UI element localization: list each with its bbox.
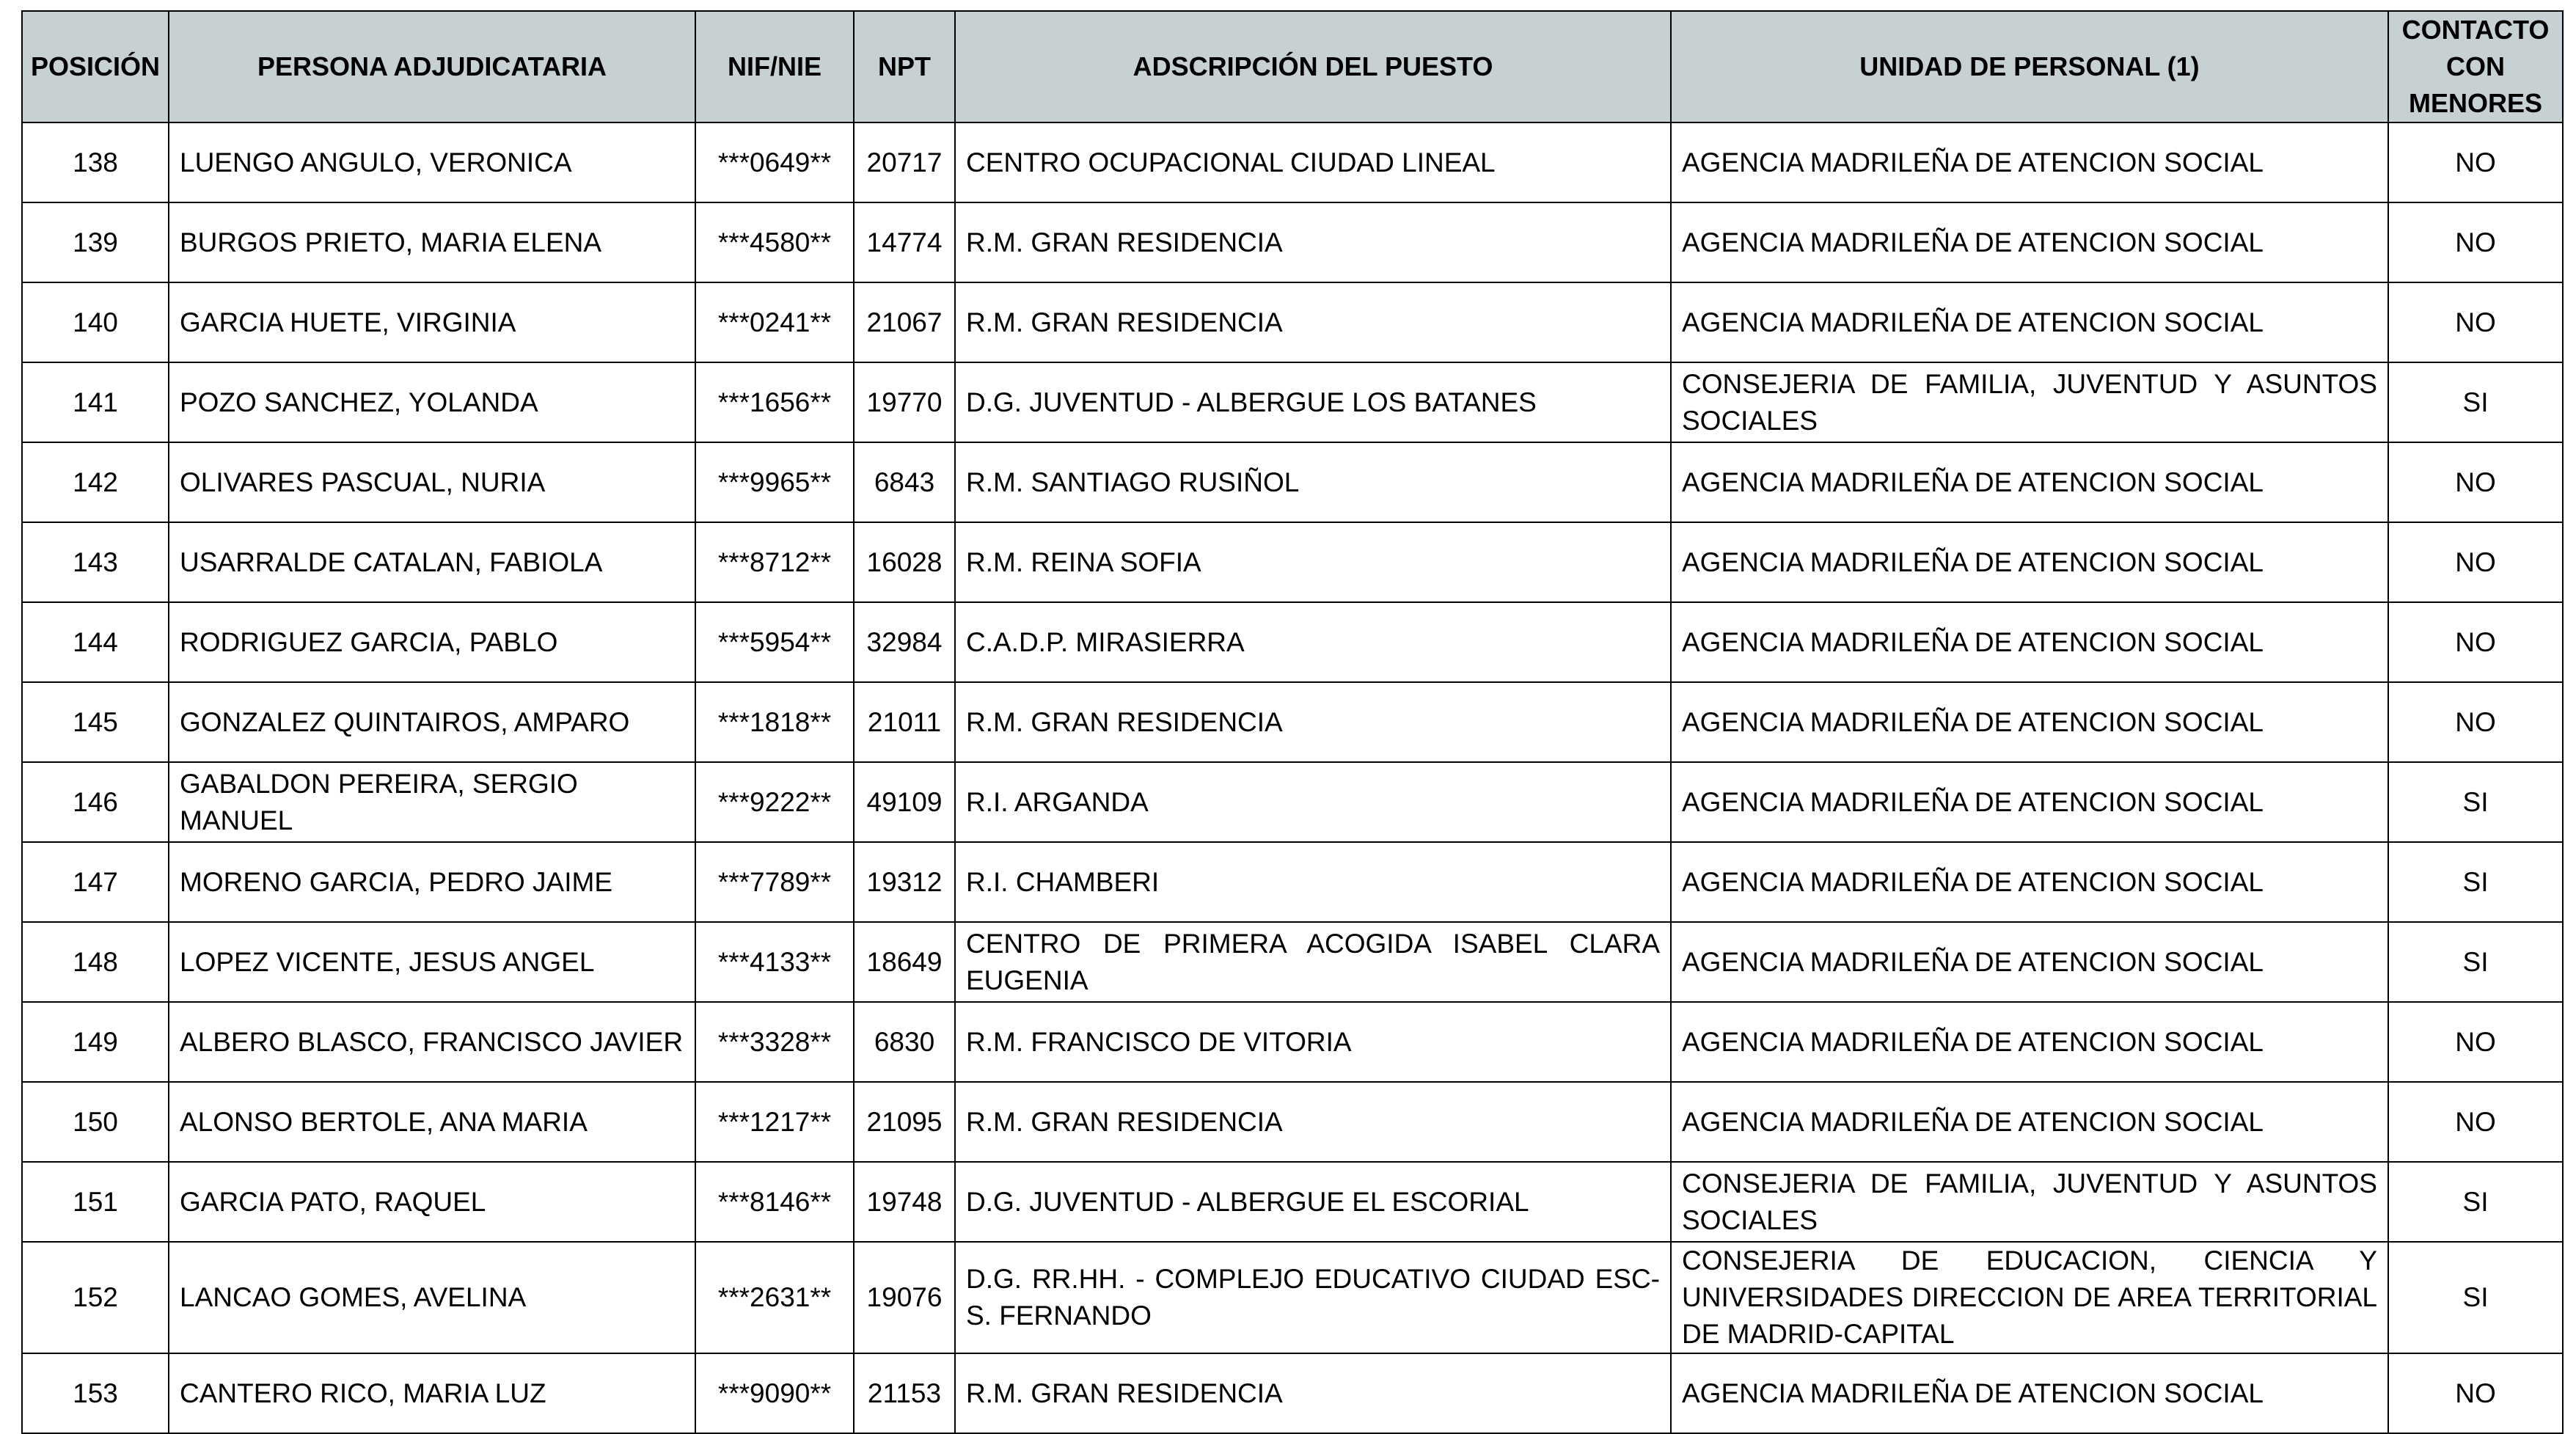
table-row [22, 1082, 2563, 1162]
cell-person: ALBERO BLASCO, FRANCISCO JAVIER [169, 1002, 695, 1082]
cell-department: R.M. GRAN RESIDENCIA [955, 282, 1671, 362]
cell-position: 144 [22, 602, 169, 682]
cell-npt: 18649 [854, 922, 955, 1002]
cell-person: GARCIA HUETE, VIRGINIA [169, 282, 695, 362]
cell-npt: 19076 [854, 1242, 955, 1353]
cell-nif: ***0241** [695, 282, 854, 362]
cell-person: LUENGO ANGULO, VERONICA [169, 122, 695, 202]
cell-position: 139 [22, 202, 169, 282]
cell-person: MORENO GARCIA, PEDRO JAIME [169, 842, 695, 922]
cell-unit: AGENCIA MADRILEÑA DE ATENCION SOCIAL [1671, 1082, 2388, 1162]
cell-contact-minors: NO [2388, 682, 2563, 762]
cell-unit: AGENCIA MADRILEÑA DE ATENCION SOCIAL [1671, 682, 2388, 762]
cell-department: CENTRO DE PRIMERA ACOGIDA ISABEL CLARA EUGENIA [955, 922, 1671, 1002]
cell-person: ALONSO BERTOLE, ANA MARIA [169, 1082, 695, 1162]
cell-department: R.M. SANTIAGO RUSIÑOL [955, 442, 1671, 522]
table-row [22, 442, 2563, 522]
table-row [22, 602, 2563, 682]
table-row [22, 1242, 2563, 1353]
cell-person: GARCIA PATO, RAQUEL [169, 1162, 695, 1242]
cell-department: R.M. FRANCISCO DE VITORIA [955, 1002, 1671, 1082]
cell-department: R.M. GRAN RESIDENCIA [955, 202, 1671, 282]
cell-position: 152 [22, 1242, 169, 1353]
cell-nif: ***8712** [695, 522, 854, 602]
header-contact-line3: MENORES [2408, 88, 2543, 118]
cell-position: 140 [22, 282, 169, 362]
cell-nif: ***9090** [695, 1353, 854, 1433]
cell-npt: 21095 [854, 1082, 955, 1162]
cell-department: R.M. GRAN RESIDENCIA [955, 1353, 1671, 1433]
header-department: ADSCRIPCIÓN DEL PUESTO [955, 11, 1671, 122]
adjudication-table [21, 10, 2564, 1434]
cell-nif: ***7789** [695, 842, 854, 922]
cell-person: OLIVARES PASCUAL, NURIA [169, 442, 695, 522]
cell-contact-minors: SI [2388, 1242, 2563, 1353]
header-npt: NPT [854, 11, 955, 122]
header-contact-minors [2388, 11, 2563, 122]
cell-unit: AGENCIA MADRILEÑA DE ATENCION SOCIAL [1671, 442, 2388, 522]
table-row [22, 682, 2563, 762]
cell-department: CENTRO OCUPACIONAL CIUDAD LINEAL [955, 122, 1671, 202]
cell-npt: 14774 [854, 202, 955, 282]
header-unit: UNIDAD DE PERSONAL (1) [1671, 11, 2388, 122]
cell-position: 145 [22, 682, 169, 762]
cell-npt: 21153 [854, 1353, 955, 1433]
cell-department: R.M. REINA SOFIA [955, 522, 1671, 602]
cell-position: 150 [22, 1082, 169, 1162]
cell-npt: 6830 [854, 1002, 955, 1082]
cell-nif: ***4580** [695, 202, 854, 282]
cell-contact-minors: NO [2388, 1082, 2563, 1162]
cell-unit: AGENCIA MADRILEÑA DE ATENCION SOCIAL [1671, 762, 2388, 842]
cell-department: R.M. GRAN RESIDENCIA [955, 1082, 1671, 1162]
cell-contact-minors: SI [2388, 922, 2563, 1002]
cell-contact-minors: SI [2388, 842, 2563, 922]
table-row [22, 1002, 2563, 1082]
table-row [22, 842, 2563, 922]
header-position: POSICIÓN [22, 11, 169, 122]
cell-position: 142 [22, 442, 169, 522]
cell-contact-minors: NO [2388, 282, 2563, 362]
cell-department: R.M. GRAN RESIDENCIA [955, 682, 1671, 762]
cell-position: 141 [22, 362, 169, 442]
cell-unit: AGENCIA MADRILEÑA DE ATENCION SOCIAL [1671, 282, 2388, 362]
header-contact-line1: CONTACTO [2401, 15, 2550, 45]
cell-person: GABALDON PEREIRA, SERGIO MANUEL [169, 762, 695, 842]
cell-department: D.G. JUVENTUD - ALBERGUE EL ESCORIAL [955, 1162, 1671, 1242]
cell-department: R.I. ARGANDA [955, 762, 1671, 842]
cell-person: POZO SANCHEZ, YOLANDA [169, 362, 695, 442]
table-row [22, 362, 2563, 442]
cell-unit: AGENCIA MADRILEÑA DE ATENCION SOCIAL [1671, 202, 2388, 282]
cell-npt: 6843 [854, 442, 955, 522]
cell-nif: ***9965** [695, 442, 854, 522]
cell-person: CANTERO RICO, MARIA LUZ [169, 1353, 695, 1433]
cell-unit: CONSEJERIA DE EDUCACION, CIENCIA Y UNIVERSIDADES DIRECCION DE AREA TERRITORIAL DE MADRID-CAPITAL [1671, 1242, 2388, 1353]
cell-person: LANCAO GOMES, AVELINA [169, 1242, 695, 1353]
cell-nif: ***4133** [695, 922, 854, 1002]
cell-person: LOPEZ VICENTE, JESUS ANGEL [169, 922, 695, 1002]
cell-contact-minors: NO [2388, 1353, 2563, 1433]
cell-contact-minors: NO [2388, 122, 2563, 202]
cell-npt: 21011 [854, 682, 955, 762]
cell-position: 146 [22, 762, 169, 842]
cell-position: 138 [22, 122, 169, 202]
cell-department: D.G. RR.HH. - COMPLEJO EDUCATIVO CIUDAD ESC-S. FERNANDO [955, 1242, 1671, 1353]
table-header [22, 11, 2563, 122]
header-person: PERSONA ADJUDICATARIA [169, 11, 695, 122]
cell-person: USARRALDE CATALAN, FABIOLA [169, 522, 695, 602]
cell-nif: ***1818** [695, 682, 854, 762]
cell-nif: ***5954** [695, 602, 854, 682]
cell-nif: ***1656** [695, 362, 854, 442]
cell-contact-minors: SI [2388, 1162, 2563, 1242]
cell-unit: AGENCIA MADRILEÑA DE ATENCION SOCIAL [1671, 1353, 2388, 1433]
cell-nif: ***1217** [695, 1082, 854, 1162]
cell-department: C.A.D.P. MIRASIERRA [955, 602, 1671, 682]
cell-contact-minors: SI [2388, 362, 2563, 442]
cell-nif: ***8146** [695, 1162, 854, 1242]
cell-person: GONZALEZ QUINTAIROS, AMPARO [169, 682, 695, 762]
header-row [22, 11, 2563, 122]
cell-contact-minors: NO [2388, 202, 2563, 282]
cell-unit: AGENCIA MADRILEÑA DE ATENCION SOCIAL [1671, 522, 2388, 602]
cell-npt: 19770 [854, 362, 955, 442]
cell-npt: 20717 [854, 122, 955, 202]
table-row [22, 522, 2563, 602]
cell-nif: ***0649** [695, 122, 854, 202]
cell-department: R.I. CHAMBERI [955, 842, 1671, 922]
cell-npt: 21067 [854, 282, 955, 362]
cell-position: 153 [22, 1353, 169, 1433]
cell-nif: ***2631** [695, 1242, 854, 1353]
cell-nif: ***3328** [695, 1002, 854, 1082]
cell-npt: 16028 [854, 522, 955, 602]
cell-position: 151 [22, 1162, 169, 1242]
table-row [22, 282, 2563, 362]
table-row [22, 762, 2563, 842]
cell-position: 148 [22, 922, 169, 1002]
cell-contact-minors: SI [2388, 762, 2563, 842]
cell-contact-minors: NO [2388, 1002, 2563, 1082]
cell-person: RODRIGUEZ GARCIA, PABLO [169, 602, 695, 682]
cell-position: 147 [22, 842, 169, 922]
table-row [22, 202, 2563, 282]
cell-contact-minors: NO [2388, 602, 2563, 682]
cell-unit: AGENCIA MADRILEÑA DE ATENCION SOCIAL [1671, 602, 2388, 682]
cell-person: BURGOS PRIETO, MARIA ELENA [169, 202, 695, 282]
header-nif: NIF/NIE [695, 11, 854, 122]
cell-unit: AGENCIA MADRILEÑA DE ATENCION SOCIAL [1671, 122, 2388, 202]
cell-unit: AGENCIA MADRILEÑA DE ATENCION SOCIAL [1671, 922, 2388, 1002]
cell-unit: AGENCIA MADRILEÑA DE ATENCION SOCIAL [1671, 1002, 2388, 1082]
cell-nif: ***9222** [695, 762, 854, 842]
cell-unit: CONSEJERIA DE FAMILIA, JUVENTUD Y ASUNTOS SOCIALES [1671, 1162, 2388, 1242]
cell-npt: 32984 [854, 602, 955, 682]
cell-npt: 49109 [854, 762, 955, 842]
cell-unit: AGENCIA MADRILEÑA DE ATENCION SOCIAL [1671, 842, 2388, 922]
table-body [22, 122, 2563, 1433]
cell-position: 149 [22, 1002, 169, 1082]
table-row [22, 1353, 2563, 1433]
header-contact-line2: CON [2446, 51, 2505, 81]
cell-unit: CONSEJERIA DE FAMILIA, JUVENTUD Y ASUNTOS SOCIALES [1671, 362, 2388, 442]
table-row [22, 922, 2563, 1002]
table-row [22, 1162, 2563, 1242]
cell-npt: 19312 [854, 842, 955, 922]
cell-department: D.G. JUVENTUD - ALBERGUE LOS BATANES [955, 362, 1671, 442]
cell-contact-minors: NO [2388, 442, 2563, 522]
cell-contact-minors: NO [2388, 522, 2563, 602]
table-row [22, 122, 2563, 202]
cell-npt: 19748 [854, 1162, 955, 1242]
cell-position: 143 [22, 522, 169, 602]
